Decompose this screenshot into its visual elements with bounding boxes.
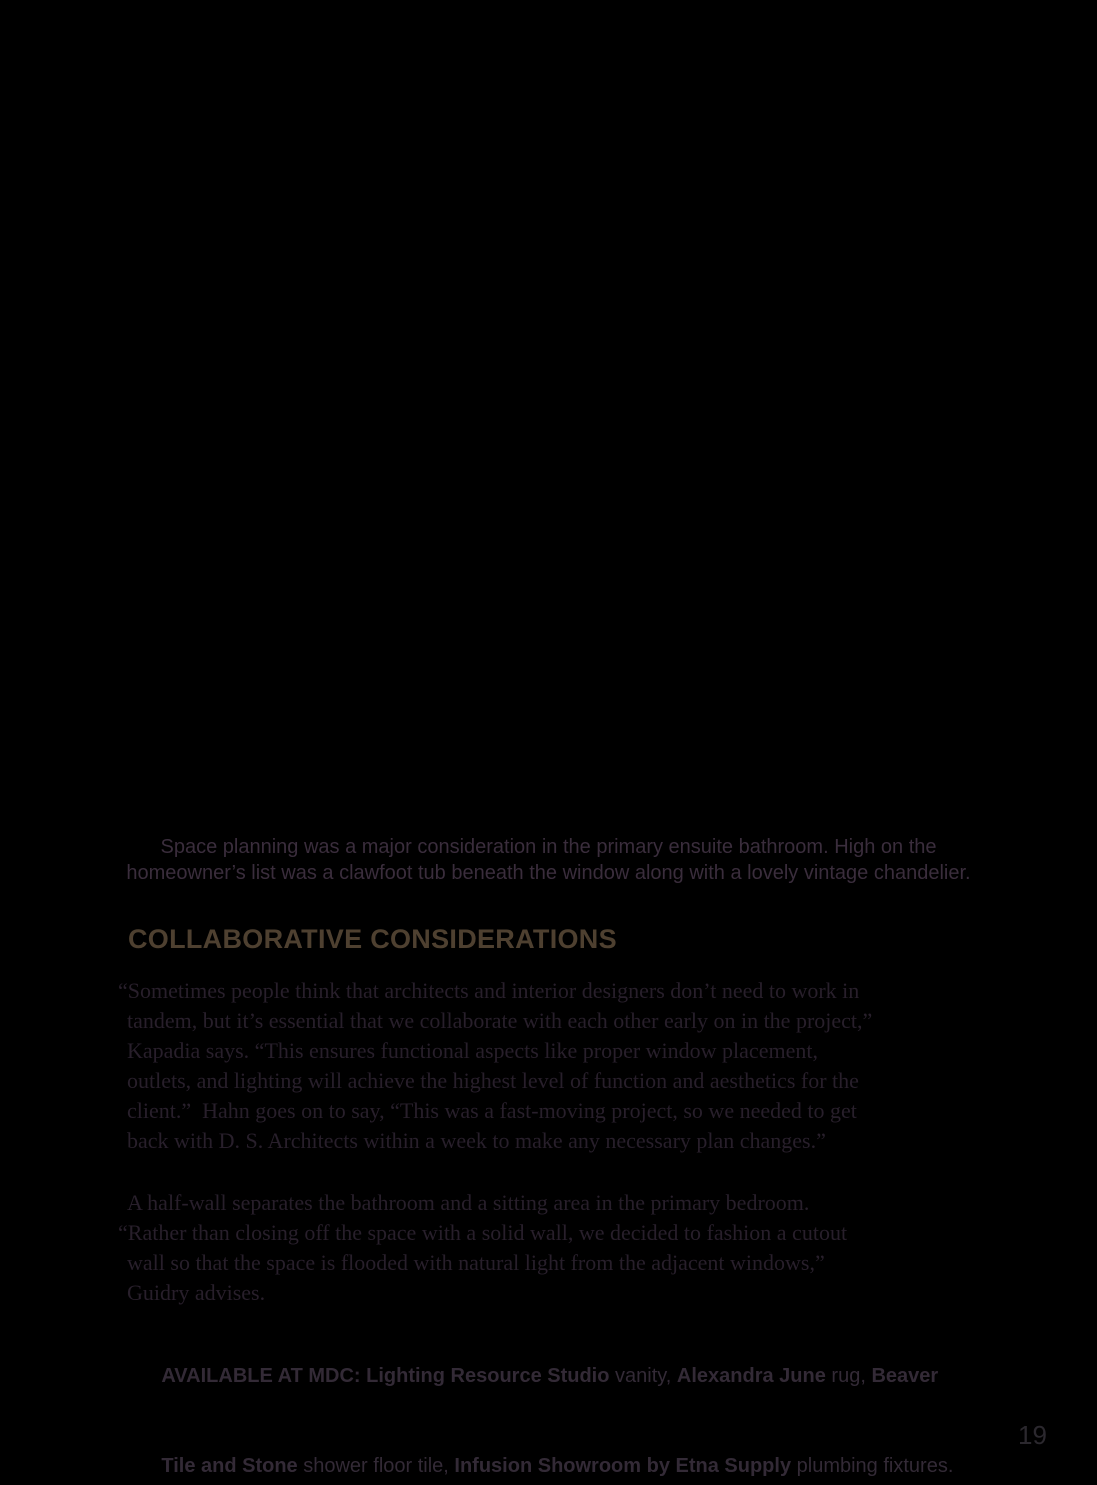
credit-item: plumbing fixtures. <box>791 1455 954 1477</box>
caption-line: Space planning was a major consideration in the primary ensuite bathroom. High on the <box>160 836 937 858</box>
text-line: back with D. S. Architects within a week to make any necessary plan changes.” <box>127 1128 826 1153</box>
credit-vendor: Beaver <box>871 1365 939 1387</box>
available-at-mdc-credits <box>128 1331 1058 1485</box>
text-line: wall so that the space is flooded with natural light from the adjacent windows,” <box>127 1250 825 1275</box>
paragraph-halfwall <box>118 1188 1077 1308</box>
page-number: 19 <box>1018 1420 1047 1450</box>
credits-line <box>128 1331 1058 1421</box>
text-line: Guidry advises. <box>127 1280 266 1305</box>
credit-item: rug, <box>825 1365 872 1387</box>
paragraph-collaboration <box>118 976 1077 1156</box>
credit-item: shower floor tile, <box>297 1455 455 1477</box>
text-line: Kapadia says. “This ensures functional aspects like proper window placement, <box>127 1038 818 1063</box>
text-line: “Rather than closing off the space with a solid wall, we decided to fashion a cutout <box>118 1220 848 1245</box>
text-line: A half-wall separates the bathroom and a sitting area in the primary bedroom. <box>127 1190 810 1215</box>
section-heading: COLLABORATIVE CONSIDERATIONS <box>128 924 617 954</box>
text-line: “Sometimes people think that architects and interior designers don’t need to work in <box>118 978 860 1003</box>
text-line: client.” Hahn goes on to say, “This was a fast-moving project, so we needed to get <box>127 1098 857 1123</box>
credit-item: vanity, <box>609 1365 677 1387</box>
credit-vendor: Alexandra June <box>676 1365 826 1387</box>
credit-vendor: AVAILABLE AT MDC: Lighting Resource Studio <box>161 1365 610 1387</box>
credit-vendor: Tile and Stone <box>161 1455 298 1477</box>
text-line: outlets, and lighting will achieve the highest level of function and aesthetics for the <box>127 1068 859 1093</box>
caption-line: homeowner’s list was a clawfoot tub beneath the window along with a lovely vintage chandelier. <box>126 862 971 884</box>
photo-caption <box>0 834 1097 886</box>
credits-line <box>128 1421 1058 1485</box>
text-line: tandem, but it’s essential that we collaborate with each other early on in the project,” <box>127 1008 873 1033</box>
credit-vendor: Infusion Showroom by Etna Supply <box>454 1455 792 1477</box>
